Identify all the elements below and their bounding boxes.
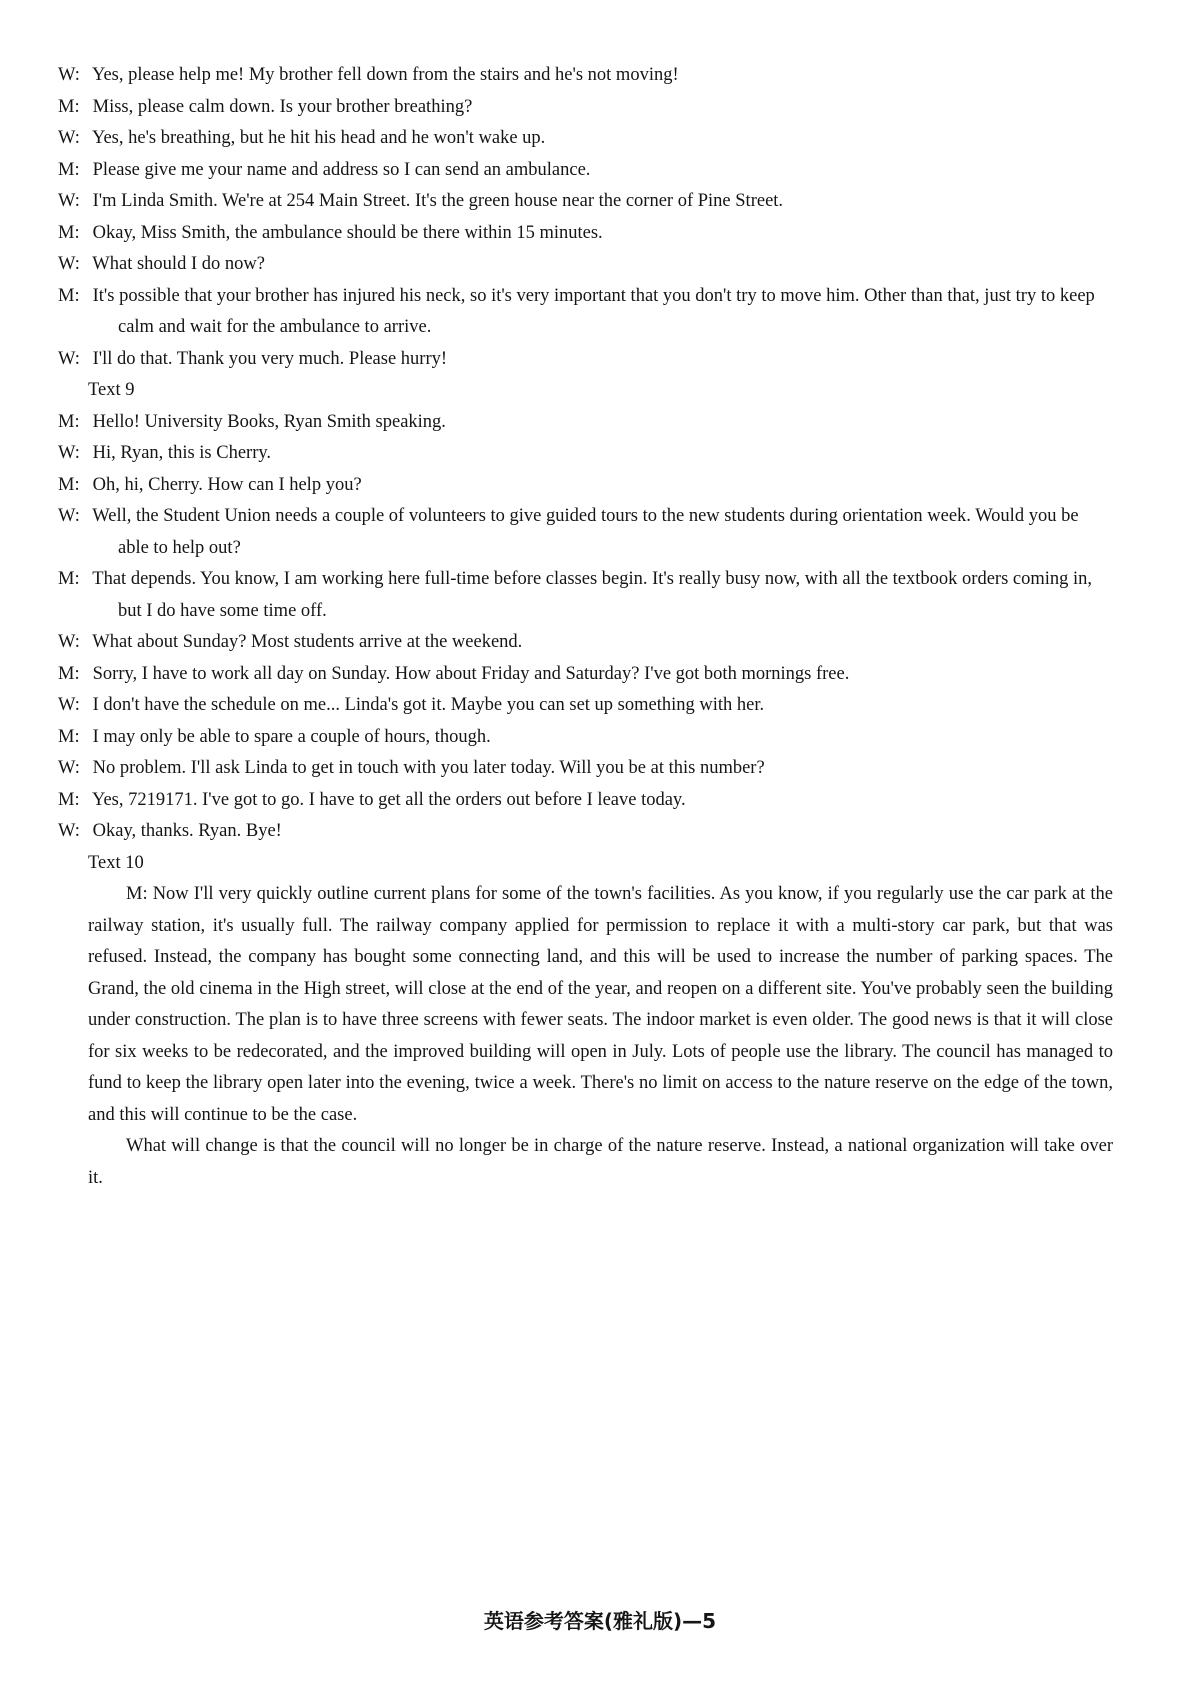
dialogue-line: M: Okay, Miss Smith, the ambulance should be there within 15 minutes. bbox=[58, 222, 603, 243]
dialogue-text: Please give me your name and address so I can send an ambulance. bbox=[92, 159, 591, 180]
dialogue-text: Hi, Ryan, this is Cherry. bbox=[92, 443, 272, 463]
page-footer: 英语参考答案(雅礼版)—5 bbox=[483, 1609, 717, 1633]
text9-dialogue bbox=[58, 407, 1113, 848]
dialogue-line: M: Please give me your name and address so I can send an ambulance. bbox=[58, 159, 591, 180]
dialogue-text: Oh, hi, Cherry. How can I help you? bbox=[92, 474, 362, 495]
dialogue-text: Sorry, I have to work all day on Sunday. How about Friday and Saturday? I've got both mornings free. bbox=[92, 663, 850, 684]
dialogue-text: It's possible that your brother has injured his neck, so it's very important that you don't try to move him. Other than that, just try to keep calm and wait for the ambulance to arrive. bbox=[92, 285, 1095, 337]
text10-paragraph: What will change is that the council will no longer be in charge of the nature reserve. Instead, a national organization will take over it. bbox=[88, 1136, 1113, 1188]
dialogue-text: Miss, please calm down. Is your brother breathing? bbox=[92, 96, 473, 117]
dialogue-text: I'll do that. Thank you very much. Please hurry! bbox=[92, 348, 448, 369]
dialogue-text: Well, the Student Union needs a couple of volunteers to give guided tours to the new students during orientation week. Would you be able to help out? bbox=[92, 506, 1079, 558]
text10-paragraph: M: Now I'll very quickly outline current plans for some of the town's facilities. As you know, if you regularly use the car park at the railway station, it's usually full. The railway company applied for permission to replace it with a multi-story car park, but that was refused. Instead, the company has bought some connecting land, and this will be used to increase the number of parking spaces. The Grand, the old cinema in the High street, will close at the end of the year, and reopen on a different site. You've probably seen the building under construction. The plan is to have three screens with fewer seats. The indoor market is even older. The good news is that it will close for six weeks to be redecorated, and the improved building will open in July. Lots of people use the library. The council has managed to fund to keep the library open later into the evening, twice a week. There's no limit on access to the nature reserve on the edge of the town, and this will continue to be the case. bbox=[88, 884, 1113, 1125]
dialogue-text: No problem. I'll ask Linda to get in touch with you later today. Will you be at this number? bbox=[92, 758, 765, 778]
dialogue-text: Yes, he's breathing, but he hit his head and he won't wake up. bbox=[91, 128, 546, 148]
dialogue-line: W: No problem. I'll ask Linda to get in touch with you later today. Will you be at this number? bbox=[58, 758, 765, 778]
dialogue-line: M: That depends. You know, I am working here full-time before classes begin. It's really busy now, with all the textbook orders coming in, but I do have some time off. bbox=[58, 569, 1093, 621]
dialogue-line: W: I don't have the schedule on me... Linda's got it. Maybe you can set up something with her. bbox=[58, 695, 765, 715]
section-heading-text9: Text 9 bbox=[88, 380, 135, 400]
dialogue-text: Okay, thanks. Ryan. Bye! bbox=[92, 821, 282, 841]
dialogue-line: M: It's possible that your brother has injured his neck, so it's very important that you don't try to move him. Other than that, just try to keep calm and wait for the ambulance to arrive. bbox=[58, 285, 1095, 337]
dialogue-line: W: What about Sunday? Most students arrive at the weekend. bbox=[58, 632, 523, 652]
dialogue-line: M: Oh, hi, Cherry. How can I help you? bbox=[58, 474, 362, 495]
dialogue-line: M: Hello! University Books, Ryan Smith speaking. bbox=[58, 411, 446, 432]
dialogue-line: W: Okay, thanks. Ryan. Bye! bbox=[58, 821, 282, 841]
dialogue-line: W: Yes, he's breathing, but he hit his head and he won't wake up. bbox=[58, 128, 546, 148]
dialogue-line: M: Sorry, I have to work all day on Sunday. How about Friday and Saturday? I've got both mornings free. bbox=[58, 663, 850, 684]
dialogue-line: M: I may only be able to spare a couple of hours, though. bbox=[58, 726, 491, 747]
dialogue-text: I'm Linda Smith. We're at 254 Main Street. It's the green house near the corner of Pine Street. bbox=[92, 191, 784, 211]
dialogue-text: That depends. You know, I am working here full-time before classes begin. It's really busy now, with all the textbook orders coming in, but I do have some time off. bbox=[92, 569, 1093, 621]
dialogue-line: W: Hi, Ryan, this is Cherry. bbox=[58, 443, 272, 463]
dialogue-text: I may only be able to spare a couple of hours, though. bbox=[92, 726, 491, 747]
dialogue-text: Yes, 7219171. I've got to go. I have to get all the orders out before I leave today. bbox=[91, 789, 686, 810]
dialogue-text: What should I do now? bbox=[92, 254, 265, 274]
text8-dialogue bbox=[58, 60, 1113, 375]
dialogue-text: What about Sunday? Most students arrive at the weekend. bbox=[92, 632, 523, 652]
dialogue-line: W: I'll do that. Thank you very much. Please hurry! bbox=[58, 348, 448, 369]
dialogue-line: W: Well, the Student Union needs a couple of volunteers to give guided tours to the new students during orientation week. Would you be able to help out? bbox=[58, 506, 1079, 558]
dialogue-text: I don't have the schedule on me... Linda's got it. Maybe you can set up something with her. bbox=[92, 695, 765, 715]
document-body bbox=[58, 60, 1113, 1194]
dialogue-line: W: Yes, please help me! My brother fell down from the stairs and he's not moving! bbox=[58, 65, 679, 85]
dialogue-line: M: Miss, please calm down. Is your brother breathing? bbox=[58, 96, 473, 117]
dialogue-line: W: I'm Linda Smith. We're at 254 Main Street. It's the green house near the corner of Pine Street. bbox=[58, 191, 784, 211]
section-heading-text10: Text 10 bbox=[88, 852, 144, 873]
dialogue-text: Hello! University Books, Ryan Smith speaking. bbox=[92, 411, 446, 432]
dialogue-text: Okay, Miss Smith, the ambulance should be there within 15 minutes. bbox=[92, 222, 603, 243]
dialogue-text: Yes, please help me! My brother fell down from the stairs and he's not moving! bbox=[91, 65, 679, 85]
dialogue-line: W: What should I do now? bbox=[58, 254, 265, 274]
dialogue-line: M: Yes, 7219171. I've got to go. I have to get all the orders out before I leave today. bbox=[58, 789, 686, 810]
